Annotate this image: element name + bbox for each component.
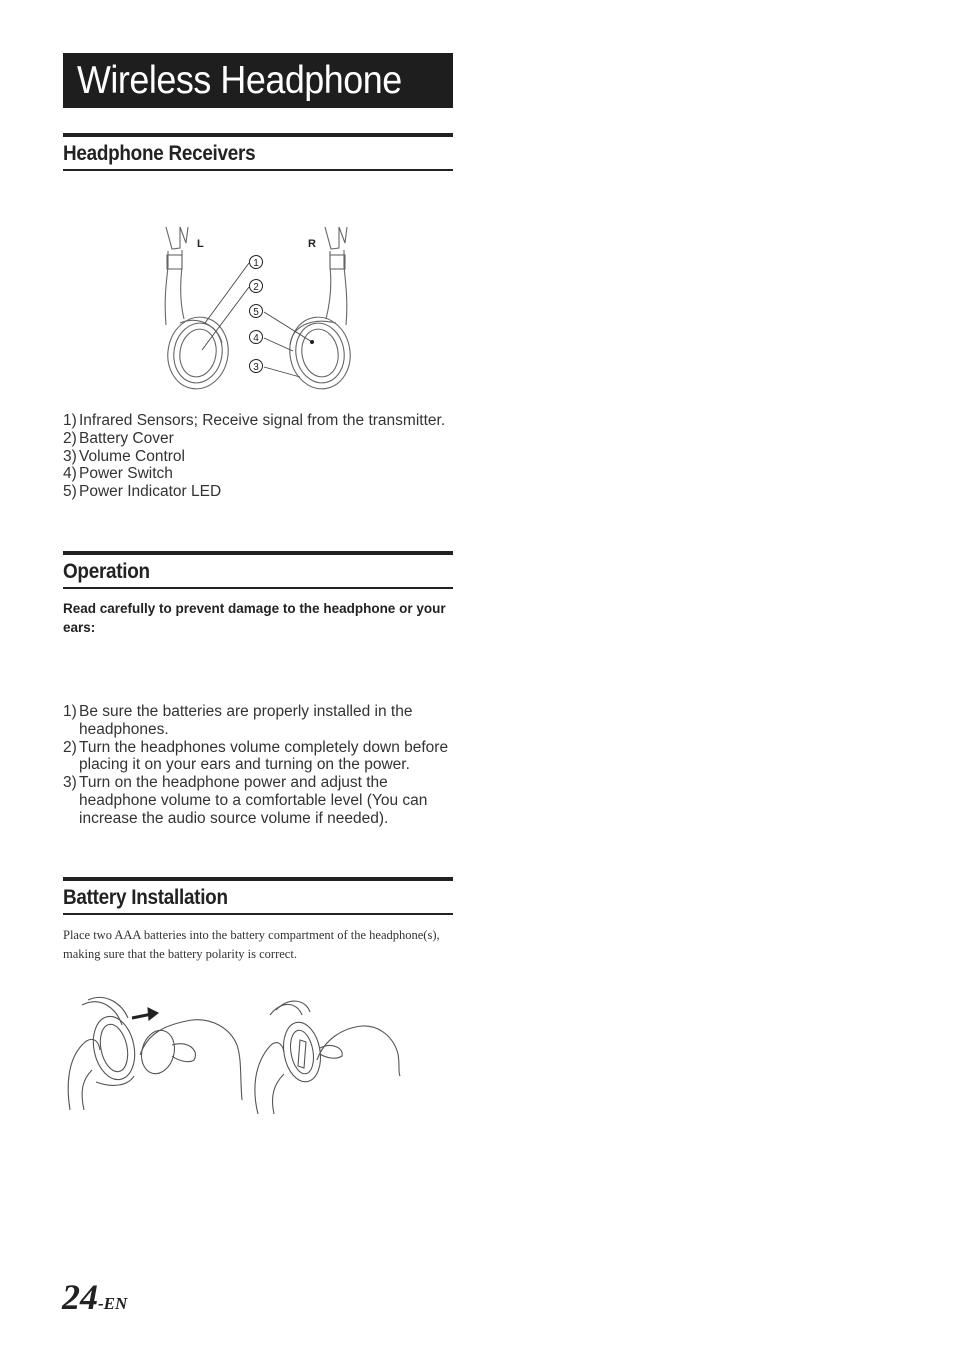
item-text: Battery Cover bbox=[79, 429, 174, 447]
battery-installation-figure bbox=[62, 990, 407, 1120]
item-text: Be sure the batteries are properly installed in the headphones. bbox=[79, 703, 413, 738]
item-number: 1) bbox=[63, 703, 77, 720]
callout-number: 4 bbox=[253, 333, 259, 344]
item-text: Turn on the headphone power and adjust the headphone volume to a comfortable level (You can increase the audio source volume if needed). bbox=[79, 774, 428, 827]
heading-rule-bottom bbox=[63, 169, 453, 171]
page-title: Wireless Headphone bbox=[77, 59, 402, 102]
item-number: 1) bbox=[63, 412, 77, 429]
item-text: Power Indicator LED bbox=[79, 483, 222, 501]
item-number: 4) bbox=[63, 465, 77, 483]
item-number: 2) bbox=[63, 738, 77, 756]
item-text: Power Switch bbox=[79, 465, 173, 483]
callout-number: 5 bbox=[253, 307, 259, 318]
item-number: 2) bbox=[63, 429, 77, 447]
list-item bbox=[63, 465, 453, 483]
headphone-receivers-figure bbox=[150, 215, 365, 395]
callout-number: 1 bbox=[253, 258, 259, 269]
section-heading-operation bbox=[63, 551, 453, 589]
list-item bbox=[63, 483, 453, 501]
section-title: Operation bbox=[63, 560, 150, 583]
battery-instructions: Place two AAA batteries into the battery compartment of the headphone(s), making sure that the battery polarity is correct. bbox=[63, 928, 440, 961]
page-title-bar bbox=[63, 53, 453, 108]
item-number: 5) bbox=[63, 483, 77, 501]
item-number: 3) bbox=[63, 774, 77, 792]
list-item bbox=[63, 430, 453, 448]
list-item bbox=[63, 774, 453, 827]
list-item bbox=[63, 739, 453, 775]
item-text: Turn the headphones volume completely down before placing it on your ears and turning on the power. bbox=[79, 738, 449, 774]
label-right: R bbox=[308, 238, 316, 250]
section-title: Headphone Receivers bbox=[63, 142, 256, 165]
label-left: L bbox=[197, 238, 204, 250]
led-dot bbox=[310, 340, 314, 344]
page-number-suffix: -EN bbox=[98, 1294, 128, 1313]
page-number bbox=[62, 1276, 127, 1318]
section-title: Battery Installation bbox=[63, 886, 228, 909]
receiver-parts-list bbox=[63, 412, 453, 501]
callout-number: 2 bbox=[253, 282, 259, 293]
page-number-value: 24 bbox=[62, 1277, 98, 1317]
item-text: Infrared Sensors; Receive signal from the transmitter. bbox=[79, 412, 446, 429]
heading-rule-bottom bbox=[63, 913, 453, 915]
operation-warning-note: Read carefully to prevent damage to the headphone or your ears: bbox=[63, 601, 446, 635]
list-item bbox=[63, 703, 453, 739]
heading-rule-bottom bbox=[63, 587, 453, 589]
callout-number: 3 bbox=[253, 362, 259, 373]
list-item bbox=[63, 412, 453, 430]
item-text: Volume Control bbox=[79, 447, 185, 465]
operation-steps-list bbox=[63, 703, 453, 828]
section-heading-receivers bbox=[63, 133, 453, 171]
section-heading-battery bbox=[63, 877, 453, 915]
list-item bbox=[63, 448, 453, 466]
item-number: 3) bbox=[63, 447, 77, 465]
